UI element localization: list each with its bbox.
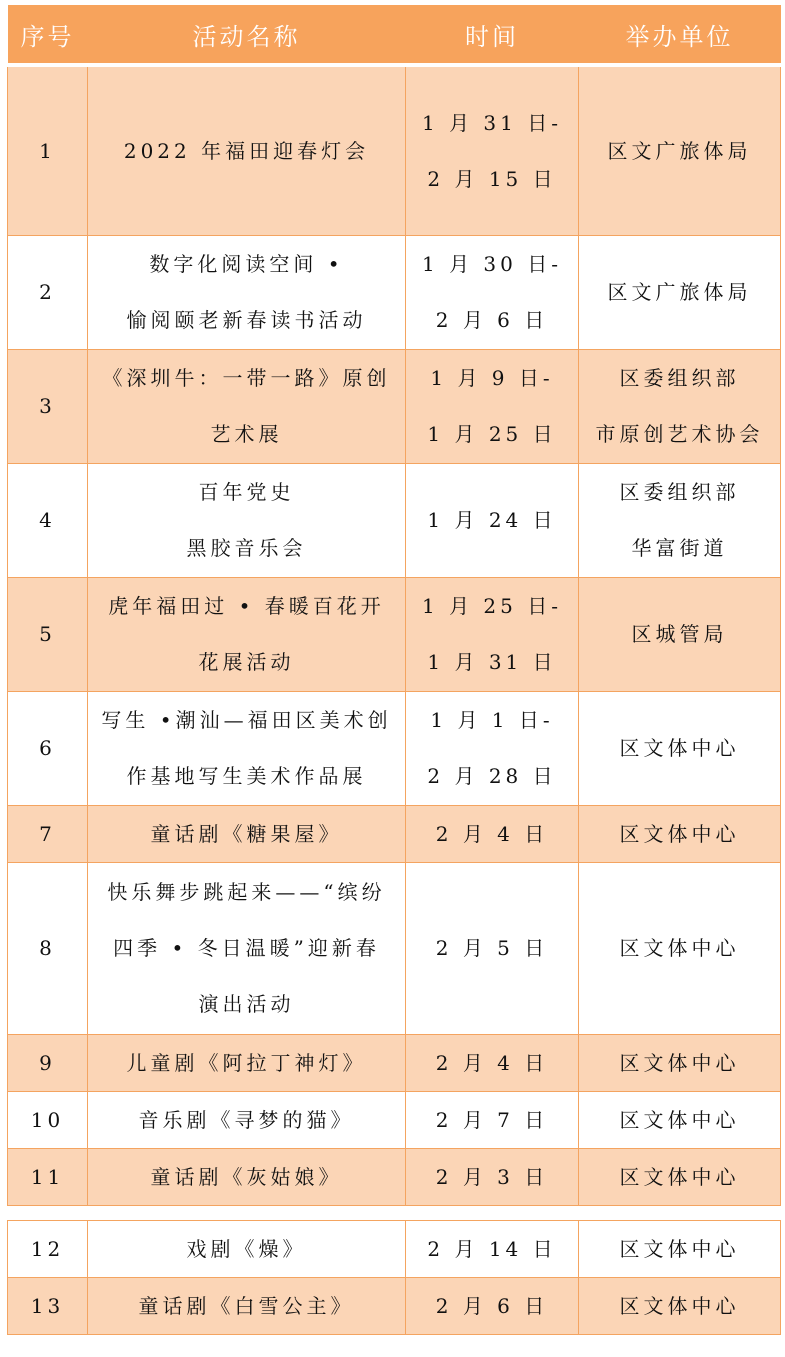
table-row bbox=[8, 1148, 781, 1205]
cell-time-line: 2 月 3 日 bbox=[435, 1164, 549, 1189]
table-gap-cell bbox=[8, 1205, 781, 1220]
header-org: 举办单位 bbox=[579, 5, 781, 65]
cell-org bbox=[579, 235, 781, 349]
cell-name-line: 花展活动 bbox=[198, 650, 295, 674]
cell-time-line: 1 月 1 日- bbox=[430, 708, 554, 732]
cell-time-line: 1 月 31 日 bbox=[427, 650, 557, 674]
cell-time bbox=[406, 1220, 579, 1277]
cell-name-line: 愉阅颐老新春读书活动 bbox=[126, 308, 367, 332]
cell-org bbox=[579, 805, 781, 862]
cell-org bbox=[579, 1034, 781, 1091]
cell-org bbox=[579, 691, 781, 805]
cell-time-line: 2 月 4 日 bbox=[435, 1050, 549, 1075]
cell-time bbox=[406, 577, 579, 691]
cell-org bbox=[579, 1220, 781, 1277]
cell-name-line: 快乐舞步跳起来——“缤纷 bbox=[107, 880, 386, 904]
cell-no: 8 bbox=[8, 862, 88, 1034]
cell-name bbox=[88, 691, 406, 805]
cell-name bbox=[88, 463, 406, 577]
events-table bbox=[7, 5, 781, 1335]
cell-time bbox=[406, 1148, 579, 1205]
cell-name bbox=[88, 862, 406, 1034]
cell-no: 4 bbox=[8, 463, 88, 577]
cell-time-line: 2 月 6 日 bbox=[435, 1293, 549, 1318]
cell-time bbox=[406, 349, 579, 463]
table-row bbox=[8, 691, 781, 805]
cell-org bbox=[579, 1277, 781, 1334]
table-row bbox=[8, 65, 781, 235]
cell-name bbox=[88, 1220, 406, 1277]
cell-name bbox=[88, 349, 406, 463]
cell-time-line: 2 月 28 日 bbox=[427, 764, 557, 788]
cell-name-line: 四季 • 冬日温暖”迎新春 bbox=[113, 936, 380, 960]
cell-name bbox=[88, 577, 406, 691]
cell-org-line: 区文体中心 bbox=[619, 1293, 740, 1318]
cell-no: 1 bbox=[8, 65, 88, 235]
cell-name-line: 儿童剧《阿拉丁神灯》 bbox=[126, 1050, 367, 1075]
table-row bbox=[8, 577, 781, 691]
cell-time-line: 2 月 14 日 bbox=[427, 1236, 557, 1261]
cell-no: 10 bbox=[8, 1091, 88, 1148]
table-row bbox=[8, 1091, 781, 1148]
cell-no: 12 bbox=[8, 1220, 88, 1277]
cell-name-line: 《深圳牛：一带一路》原创 bbox=[102, 366, 391, 390]
cell-no: 13 bbox=[8, 1277, 88, 1334]
cell-time-line: 2 月 7 日 bbox=[435, 1107, 549, 1132]
cell-name bbox=[88, 1277, 406, 1334]
cell-org bbox=[579, 862, 781, 1034]
cell-time bbox=[406, 1091, 579, 1148]
cell-org bbox=[579, 577, 781, 691]
cell-time-line: 1 月 25 日 bbox=[427, 422, 557, 446]
cell-time-line: 2 月 4 日 bbox=[435, 821, 549, 846]
cell-time-line: 1 月 24 日 bbox=[427, 508, 557, 532]
cell-name-line: 音乐剧《寻梦的猫》 bbox=[138, 1107, 355, 1132]
cell-time-line: 2 月 15 日 bbox=[427, 166, 557, 191]
cell-name-line: 2022 年福田迎春灯会 bbox=[123, 138, 370, 163]
cell-time-line: 1 月 25 日- bbox=[421, 594, 562, 618]
cell-no: 11 bbox=[8, 1148, 88, 1205]
cell-name-line: 百年党史 bbox=[198, 480, 295, 504]
cell-org-line: 区文体中心 bbox=[619, 736, 740, 760]
cell-org bbox=[579, 349, 781, 463]
cell-name bbox=[88, 65, 406, 235]
cell-time bbox=[406, 1277, 579, 1334]
cell-org-line: 区委组织部 bbox=[619, 366, 740, 390]
table-row bbox=[8, 235, 781, 349]
cell-org bbox=[579, 65, 781, 235]
cell-name-line: 戏剧《燥》 bbox=[186, 1236, 307, 1261]
table-gap bbox=[8, 1205, 781, 1220]
cell-name-line: 艺术展 bbox=[210, 422, 283, 446]
cell-name bbox=[88, 805, 406, 862]
cell-org-line: 区文体中心 bbox=[619, 1107, 740, 1132]
cell-time bbox=[406, 463, 579, 577]
cell-name-line: 演出活动 bbox=[198, 992, 295, 1016]
cell-org-line: 区文体中心 bbox=[619, 936, 740, 960]
cell-org bbox=[579, 463, 781, 577]
cell-no: 6 bbox=[8, 691, 88, 805]
cell-org-line: 区文体中心 bbox=[619, 1050, 740, 1075]
cell-name-line: 写生 •潮汕—福田区美术创 bbox=[101, 708, 392, 732]
cell-name-line: 数字化阅读空间 • bbox=[149, 252, 344, 276]
table-row bbox=[8, 805, 781, 862]
events-table-container bbox=[7, 5, 780, 1335]
table-row bbox=[8, 862, 781, 1034]
header-time: 时间 bbox=[406, 5, 579, 65]
cell-org bbox=[579, 1148, 781, 1205]
table-row bbox=[8, 1220, 781, 1277]
cell-time-line: 2 月 5 日 bbox=[435, 936, 549, 960]
cell-name bbox=[88, 1091, 406, 1148]
cell-org-line: 区文体中心 bbox=[619, 1164, 740, 1189]
cell-org-line: 市原创艺术协会 bbox=[595, 422, 764, 446]
cell-org-line: 区城管局 bbox=[631, 622, 728, 646]
cell-org-line: 华富街道 bbox=[631, 536, 728, 560]
cell-time-line: 1 月 30 日- bbox=[421, 252, 562, 276]
table-header-row bbox=[8, 5, 781, 65]
cell-name-line: 童话剧《灰姑娘》 bbox=[150, 1164, 343, 1189]
cell-org-line: 区文广旅体局 bbox=[607, 280, 752, 304]
header-no: 序号 bbox=[8, 5, 88, 65]
cell-time bbox=[406, 691, 579, 805]
cell-time-line: 2 月 6 日 bbox=[435, 308, 549, 332]
cell-name bbox=[88, 1148, 406, 1205]
cell-no: 9 bbox=[8, 1034, 88, 1091]
cell-time-line: 1 月 9 日- bbox=[430, 366, 554, 390]
cell-no: 2 bbox=[8, 235, 88, 349]
cell-no: 5 bbox=[8, 577, 88, 691]
cell-time bbox=[406, 65, 579, 235]
table-row bbox=[8, 1034, 781, 1091]
cell-org bbox=[579, 1091, 781, 1148]
cell-time bbox=[406, 235, 579, 349]
cell-org-line: 区文体中心 bbox=[619, 1236, 740, 1261]
table-row bbox=[8, 1277, 781, 1334]
cell-name bbox=[88, 1034, 406, 1091]
header-name: 活动名称 bbox=[88, 5, 406, 65]
cell-no: 7 bbox=[8, 805, 88, 862]
cell-name-line: 黑胶音乐会 bbox=[186, 536, 307, 560]
cell-name-line: 作基地写生美术作品展 bbox=[126, 764, 367, 788]
cell-time-line: 1 月 31 日- bbox=[421, 110, 562, 135]
cell-time bbox=[406, 862, 579, 1034]
cell-org-line: 区文体中心 bbox=[619, 821, 740, 846]
cell-org-line: 区文广旅体局 bbox=[607, 138, 752, 163]
cell-name bbox=[88, 235, 406, 349]
cell-name-line: 童话剧《糖果屋》 bbox=[150, 821, 343, 846]
table-row bbox=[8, 463, 781, 577]
table-row bbox=[8, 349, 781, 463]
cell-time bbox=[406, 1034, 579, 1091]
cell-no: 3 bbox=[8, 349, 88, 463]
cell-org-line: 区委组织部 bbox=[619, 480, 740, 504]
table-body bbox=[8, 65, 781, 1334]
cell-time bbox=[406, 805, 579, 862]
cell-name-line: 虎年福田过 • 春暖百花开 bbox=[108, 594, 385, 618]
cell-name-line: 童话剧《白雪公主》 bbox=[138, 1293, 355, 1318]
